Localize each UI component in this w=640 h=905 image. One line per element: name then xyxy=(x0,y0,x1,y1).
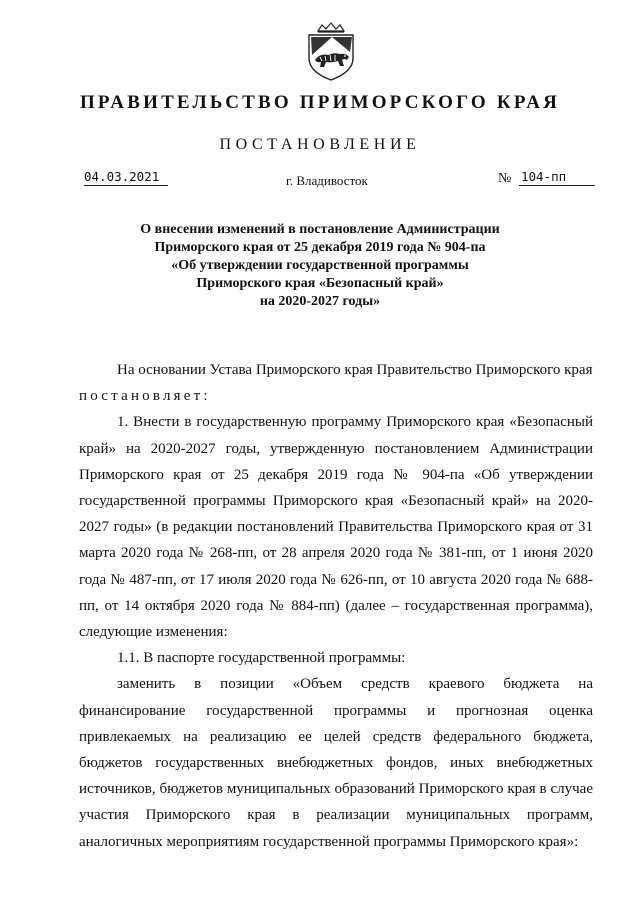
heading-line: О внесении изменений в постановление Администрации xyxy=(140,222,500,237)
document-number: 104-пп xyxy=(519,169,595,186)
document-heading xyxy=(120,221,520,311)
item-1-paragraph: 1. Внести в государственную программу Приморского края «Безопасный край» на 2020-2027 годы, утвержденную постановлением Администрации Приморского края от 25 декабря 2019 года № 904-па «Об утверждении государственной программы Приморского края «Безопасный край» на 2020-2027 годы» (в редакции постановлений Правительства Приморского края от 31 марта 2020 года № 268-пп, от 28 апреля 2020 года № 381-пп, от 1 июня 2020 года № 487-пп, от 17 июля 2020 года № 626-пп, от 10 августа 2020 года № 688-пп, от 14 октября 2020 года № 884-пп) (далее – государственная программа), следующие изменения: xyxy=(79,414,593,641)
document-body xyxy=(79,357,593,855)
heading-line: на 2020-2027 годы» xyxy=(259,294,381,309)
decree-word: постановляет: xyxy=(79,388,211,405)
item-1-1-paragraph: 1.1. В паспорте государственной программы: xyxy=(117,650,406,667)
number-sign: № xyxy=(498,171,512,186)
heading-line: Приморского края «Безопасный край» xyxy=(196,276,444,291)
document-type: ПОСТАНОВЛЕНИЕ xyxy=(219,136,421,153)
coat-of-arms-emblem xyxy=(302,22,360,82)
replace-paragraph: заменить в позиции «Объем средств краевого бюджета на финансирование государственной программы и прогнозная оценка привлекаемых на реализацию ее целей средств федерального бюджета, бюджетов государственных внебюджетных фондов, иных внебюджетных источников, бюджетов муниципальных образований Приморского края в случае участия Приморского края в реализации муниципальных программ, аналогичных мероприятиям государственной программы Приморского края»: xyxy=(79,676,593,850)
heading-line: Приморского края от 25 декабря 2019 года № 904-па xyxy=(154,240,486,255)
government-title: ПРАВИТЕЛЬСТВО ПРИМОРСКОГО КРАЯ xyxy=(79,92,561,113)
document-date: 04.03.2021 xyxy=(84,169,168,186)
document-city: г. Владивосток xyxy=(286,173,368,188)
heading-line: «Об утверждении государственной программы xyxy=(171,258,469,273)
intro-paragraph: На основании Устава Приморского края Правительство Приморского края xyxy=(117,362,593,378)
